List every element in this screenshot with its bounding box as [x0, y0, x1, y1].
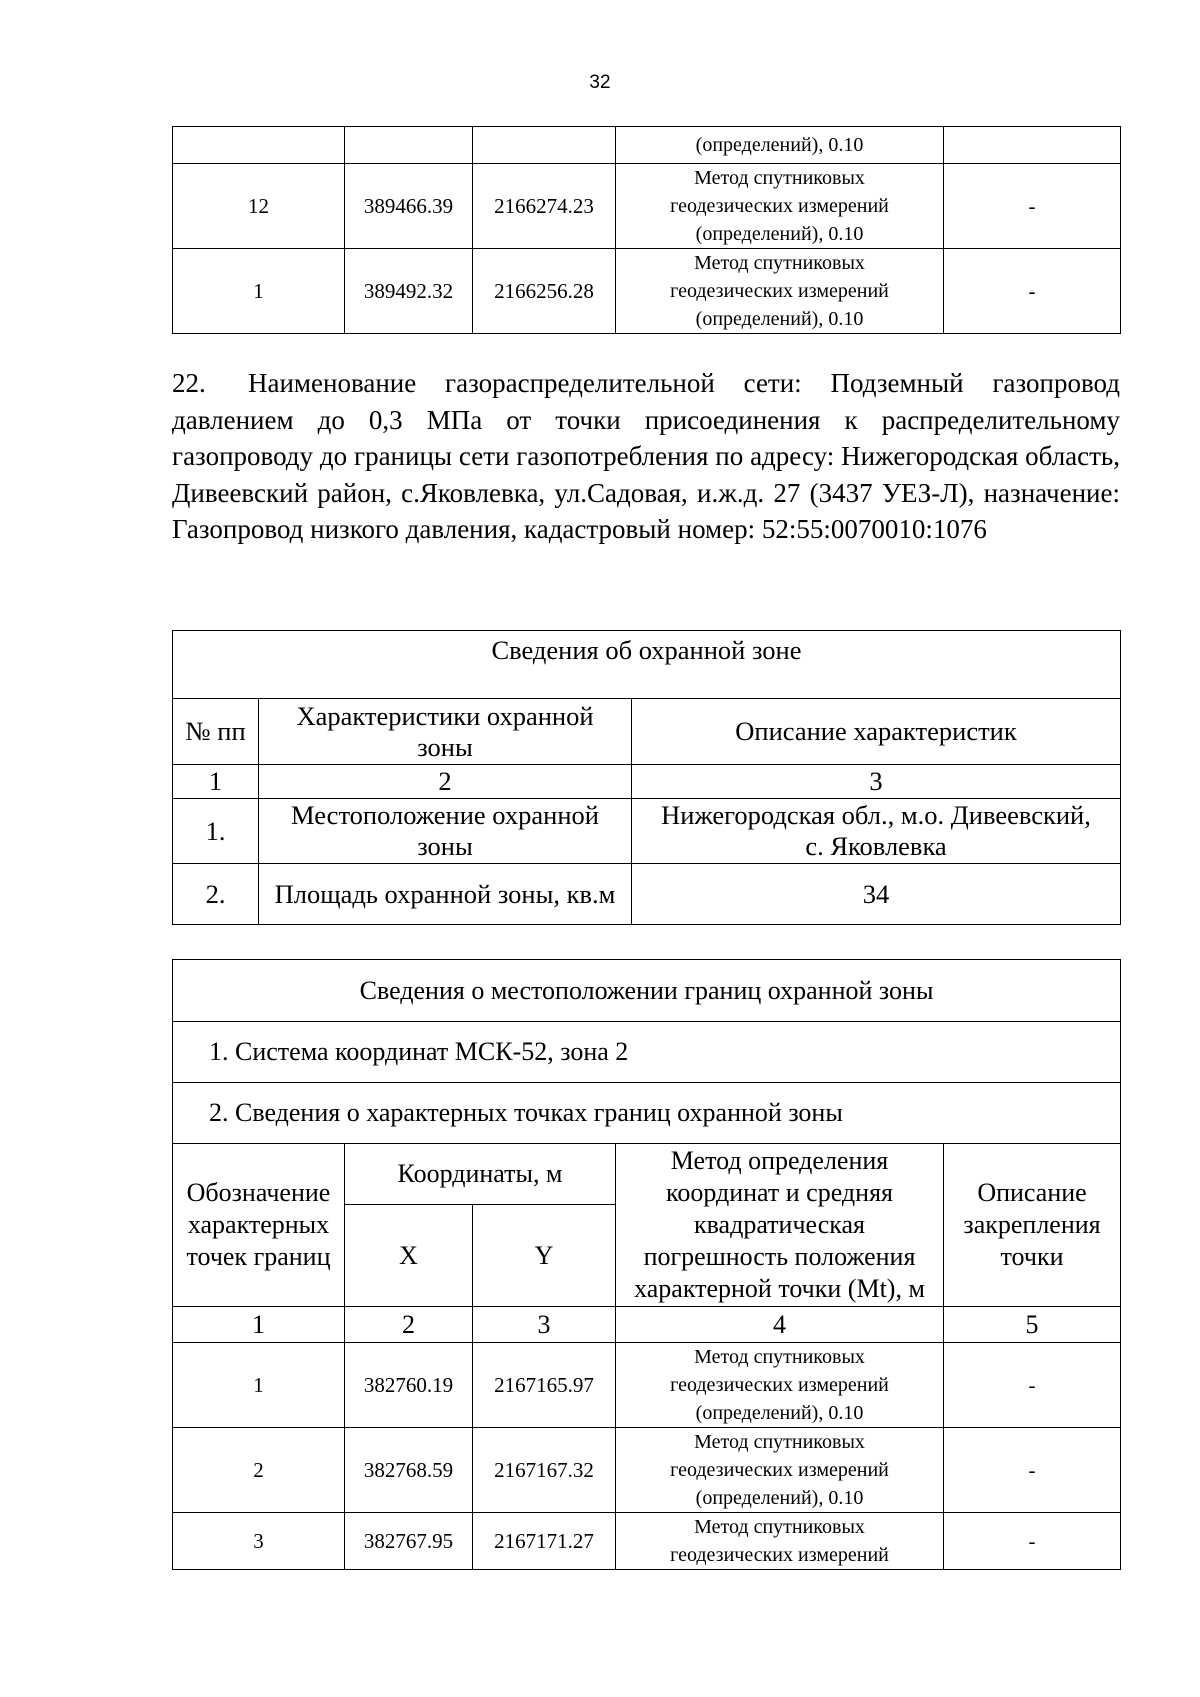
point-fix	[944, 127, 1121, 164]
point-method	[616, 249, 944, 334]
point-x: 389466.39	[345, 164, 473, 249]
header-fix	[944, 1144, 1121, 1307]
header-y: Y	[473, 1205, 616, 1307]
row-name	[259, 799, 632, 864]
method-line: Метод спутниковых	[694, 167, 865, 189]
row-value	[632, 799, 1121, 864]
method-line: геодезических измерений	[670, 195, 889, 217]
method-line: Метод спутниковых	[694, 252, 865, 274]
method-line: (определений), 0.10	[695, 134, 864, 156]
header-description: Описание характеристик	[632, 699, 1121, 765]
row-name-line: зоны	[417, 831, 473, 861]
index-cell: 3	[632, 765, 1121, 799]
method-line: Метод спутниковых	[694, 1516, 865, 1538]
header-line: квадратическая	[693, 1210, 866, 1239]
point-fix: -	[944, 1343, 1121, 1428]
header-line: закрепления	[963, 1210, 1101, 1239]
row-name-line: Местоположение охранной	[291, 800, 599, 830]
table-row	[173, 164, 1121, 249]
point-y: 2167171.27	[473, 1513, 616, 1570]
point-id: 3	[173, 1513, 345, 1570]
header-line: Описание	[977, 1178, 1087, 1207]
row-value-line: Нижегородская обл., м.о. Дивеевский,	[661, 800, 1091, 830]
header-characteristic	[259, 699, 632, 765]
point-method	[616, 164, 944, 249]
method-line: геодезических измерений	[670, 280, 889, 302]
point-id: 1	[173, 1343, 345, 1428]
table-row	[173, 1428, 1121, 1513]
point-method	[616, 1343, 944, 1428]
page-number: 32	[589, 72, 611, 93]
table-row	[173, 1343, 1121, 1428]
point-fix: -	[944, 249, 1121, 334]
header-designation	[173, 1144, 345, 1307]
method-line: (определений), 0.10	[695, 223, 864, 245]
header-line: характерных	[187, 1210, 330, 1239]
point-method	[616, 1513, 944, 1570]
method-line: Метод спутниковых	[694, 1431, 865, 1453]
header-number: № пп	[173, 699, 259, 765]
row-value-line: с. Яковлевка	[805, 831, 947, 861]
point-fix: -	[944, 164, 1121, 249]
header-line: Обозначение	[186, 1178, 331, 1207]
point-y: 2166274.23	[473, 164, 616, 249]
point-fix: -	[944, 1513, 1121, 1570]
coordinates-table-continued	[172, 126, 1121, 334]
row-value: 34	[632, 864, 1121, 925]
point-x: 382767.95	[345, 1513, 473, 1570]
index-cell: 1	[173, 1307, 345, 1343]
header-line: характерной точки (Mt), м	[634, 1274, 925, 1303]
index-cell: 3	[473, 1307, 616, 1343]
index-cell: 4	[616, 1307, 944, 1343]
protection-zone-table	[172, 630, 1121, 925]
header-method	[616, 1144, 944, 1307]
coordinate-system: 1. Система координат МСК-52, зона 2	[173, 1022, 1121, 1083]
index-cell: 5	[944, 1307, 1121, 1343]
network-description-paragraph	[172, 365, 1120, 548]
header-line: зоны	[417, 731, 473, 762]
table-row	[173, 799, 1121, 864]
index-cell: 2	[259, 765, 632, 799]
method-line: геодезических измерений	[670, 1374, 889, 1396]
boundary-points-table	[172, 959, 1121, 1570]
header-line: Метод определения	[670, 1146, 889, 1175]
header-line: координат и средняя	[666, 1178, 893, 1207]
header-line: точки	[1000, 1242, 1064, 1271]
header-coordinates: Координаты, м	[345, 1144, 616, 1205]
method-line: (определений), 0.10	[695, 308, 864, 330]
method-line: (определений), 0.10	[695, 1487, 864, 1509]
paragraph-text: Наименование газораспределительной сети: Подземный газопровод давлением до 0,3 МПа от точки присоединения к распределительному газопроводу до границы сети газопотребления по адресу: Нижегородская область, Дивеевский район, с.Яковлевка, ул.Садовая, и.ж.д. 27 (3437 УЕЗ-Л), назначение: Газопровод низкого давления, кадастровый номер: 52:55:0070010:1076	[172, 368, 1120, 545]
points-table-title: Сведения о местоположении границ охранной зоны	[173, 960, 1121, 1022]
point-x	[345, 127, 473, 164]
row-number: 2.	[173, 864, 259, 925]
method-line: геодезических измерений	[670, 1544, 889, 1566]
table-row	[173, 127, 1121, 164]
point-id	[173, 127, 345, 164]
point-x: 382768.59	[345, 1428, 473, 1513]
points-info-heading: 2. Сведения о характерных точках границ охранной зоны	[173, 1083, 1121, 1144]
method-line: Метод спутниковых	[694, 1346, 865, 1368]
header-line: Характеристики охранной	[296, 700, 594, 731]
index-cell: 2	[345, 1307, 473, 1343]
table-row	[173, 249, 1121, 334]
point-x: 382760.19	[345, 1343, 473, 1428]
point-x: 389492.32	[345, 249, 473, 334]
method-line: (определений), 0.10	[695, 1402, 864, 1424]
zone-table-title: Сведения об охранной зоне	[173, 631, 1121, 699]
table-row	[173, 1513, 1121, 1570]
point-fix: -	[944, 1428, 1121, 1513]
header-line: точек границ	[186, 1242, 331, 1271]
point-id: 12	[173, 164, 345, 249]
point-y: 2167167.32	[473, 1428, 616, 1513]
point-id: 1	[173, 249, 345, 334]
point-y	[473, 127, 616, 164]
paragraph-number: 22.	[172, 368, 206, 398]
header-line: погрешность положения	[643, 1242, 916, 1271]
row-number: 1.	[173, 799, 259, 864]
row-name: Площадь охранной зоны, кв.м	[259, 864, 632, 925]
method-line: геодезических измерений	[670, 1459, 889, 1481]
point-y: 2166256.28	[473, 249, 616, 334]
header-x: X	[345, 1205, 473, 1307]
table-row	[173, 864, 1121, 925]
index-cell: 1	[173, 765, 259, 799]
point-method	[616, 1428, 944, 1513]
point-y: 2167165.97	[473, 1343, 616, 1428]
point-id: 2	[173, 1428, 345, 1513]
point-method	[616, 127, 944, 164]
